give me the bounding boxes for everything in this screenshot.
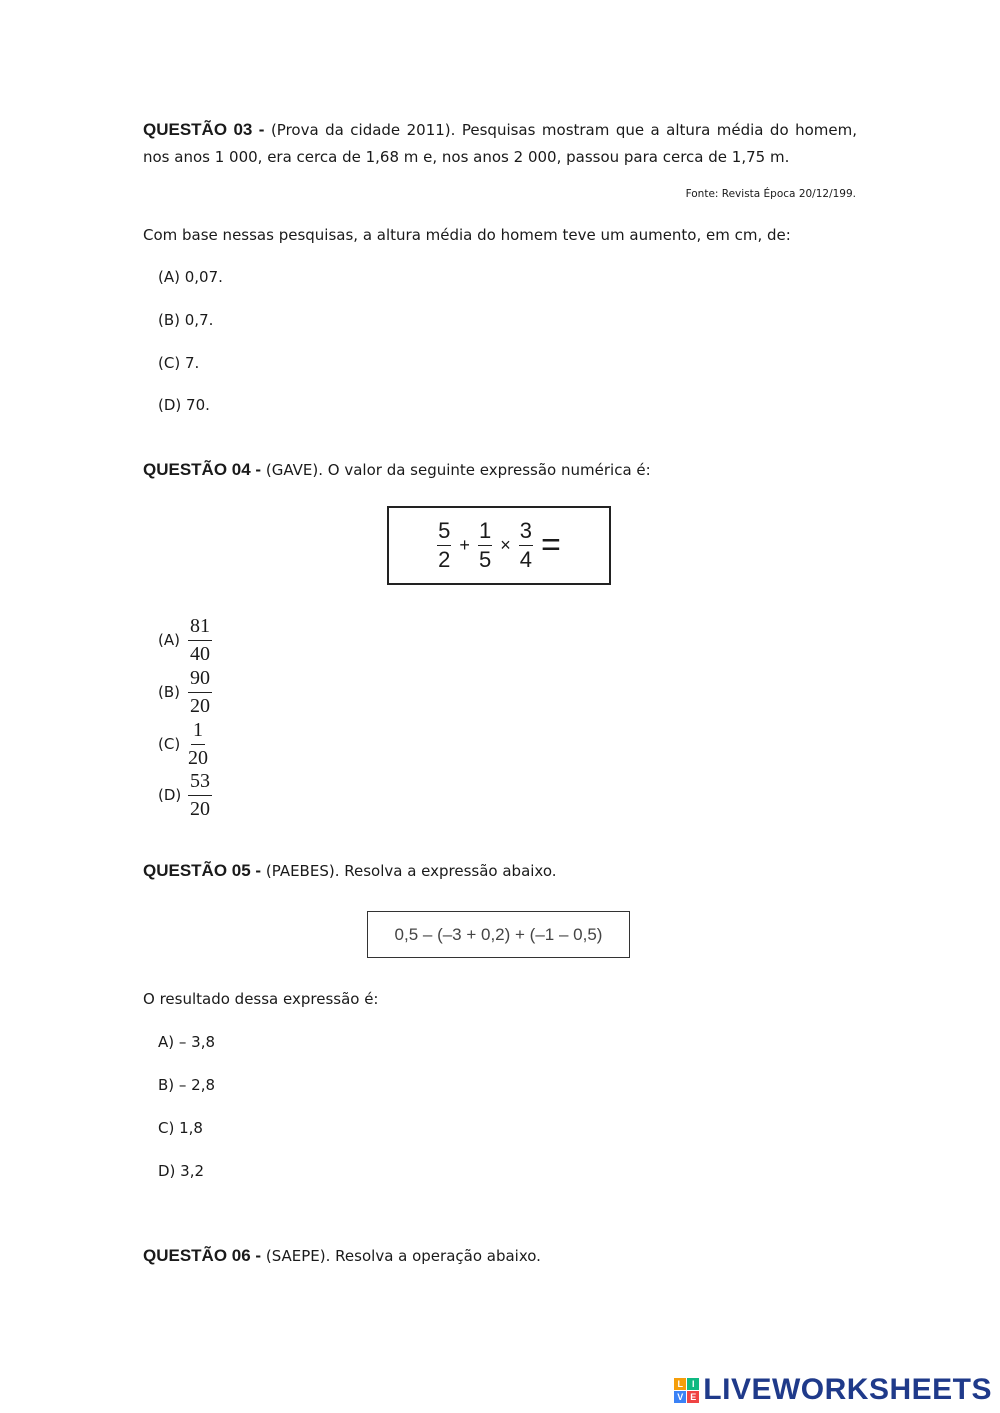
q04-f2-numerator: 1 <box>478 519 492 546</box>
badge-letter-l: L <box>674 1378 686 1390</box>
q04-expression-box <box>387 506 611 585</box>
q04-option-a[interactable] <box>158 614 212 666</box>
q04-times-operator: × <box>500 535 511 555</box>
q03-option-c[interactable]: (C) 7. <box>158 354 200 372</box>
q04-option-a-label: (A) <box>158 631 180 649</box>
q04-option-b-fraction <box>188 666 212 718</box>
q04-expression <box>437 519 561 572</box>
q05-stem <box>143 861 557 881</box>
q04-f1-numerator: 5 <box>437 519 451 546</box>
liveworksheets-badge-icon <box>674 1378 699 1403</box>
q04-equals-sign: = <box>540 526 561 564</box>
liveworksheets-logo[interactable] <box>674 1373 992 1407</box>
q04-option-d-denominator: 20 <box>190 798 210 820</box>
badge-letter-v: V <box>674 1391 686 1403</box>
q04-fraction-2 <box>478 519 492 572</box>
q04-option-b[interactable] <box>158 666 212 718</box>
q05-expression-box <box>367 911 630 958</box>
q04-stem <box>143 460 651 480</box>
badge-letter-e: E <box>687 1391 699 1403</box>
q05-title: QUESTÃO 05 - <box>143 861 262 880</box>
q04-fraction-1 <box>437 519 451 572</box>
q05-stem-text: (PAEBES). Resolva a expressão abaixo. <box>265 862 557 880</box>
q04-f3-numerator: 3 <box>519 519 533 546</box>
q04-option-d-numerator: 53 <box>188 769 212 796</box>
q05-option-a[interactable]: A) – 3,8 <box>158 1033 216 1051</box>
q04-option-a-numerator: 81 <box>188 614 212 641</box>
q05-option-d[interactable]: D) 3,2 <box>158 1162 205 1180</box>
q03-title: QUESTÃO 03 - <box>143 120 265 139</box>
q04-option-d-fraction <box>188 769 212 821</box>
q05-option-b[interactable]: B) – 2,8 <box>158 1076 216 1094</box>
liveworksheets-logo-text: LIVEWORKSHEETS <box>703 1373 992 1406</box>
q04-option-b-numerator: 90 <box>188 666 212 693</box>
q04-plus-operator: + <box>459 535 470 555</box>
q03-option-b[interactable]: (B) 0,7. <box>158 311 214 329</box>
q04-title: QUESTÃO 04 - <box>143 460 262 479</box>
q04-option-c-fraction <box>188 718 208 770</box>
q04-option-c-label: (C) <box>158 735 181 753</box>
q04-option-c-denominator: 20 <box>188 747 208 769</box>
q03-prompt: Com base nessas pesquisas, a altura média do homem teve um aumento, em cm, de: <box>143 226 791 244</box>
q04-f3-denominator: 4 <box>519 547 532 572</box>
q03-stem-line1 <box>143 116 857 144</box>
q03-option-a[interactable]: (A) 0,07. <box>158 268 223 286</box>
q04-option-a-denominator: 40 <box>190 643 210 665</box>
q04-option-d-label: (D) <box>158 786 182 804</box>
q06-title: QUESTÃO 06 - <box>143 1246 262 1265</box>
q05-option-c[interactable]: C) 1,8 <box>158 1119 203 1137</box>
q04-option-d[interactable] <box>158 769 212 821</box>
q04-option-c[interactable] <box>158 718 208 770</box>
q05-expression: 0,5 – (–3 + 0,2) + (–1 – 0,5) <box>394 924 603 944</box>
q03-source: Fonte: Revista Época 20/12/199. <box>685 188 856 200</box>
q06-stem-text: (SAEPE). Resolva a operação abaixo. <box>265 1247 541 1265</box>
q04-option-a-fraction <box>188 614 212 666</box>
q04-f2-denominator: 5 <box>478 547 492 572</box>
q03-stem <box>143 116 857 171</box>
q06-stem <box>143 1246 541 1266</box>
q04-stem-text: (GAVE). O valor da seguinte expressão numérica é: <box>265 461 651 479</box>
q04-f1-denominator: 2 <box>438 547 451 572</box>
q04-fraction-3 <box>519 519 533 572</box>
q03-stem-line2: nos anos 1 000, era cerca de 1,68 m e, nos anos 2 000, passou para cerca de 1,75 m. <box>143 148 790 166</box>
q03-option-d[interactable]: (D) 70. <box>158 396 210 414</box>
q03-stem-text: (Prova da cidade 2011). Pesquisas mostram que a altura média do homem, <box>270 121 857 139</box>
q05-prompt: O resultado dessa expressão é: <box>143 990 379 1008</box>
q04-option-b-denominator: 20 <box>190 695 210 717</box>
badge-letter-i: I <box>687 1378 699 1390</box>
q04-option-b-label: (B) <box>158 683 180 701</box>
q04-option-c-numerator: 1 <box>191 718 205 745</box>
